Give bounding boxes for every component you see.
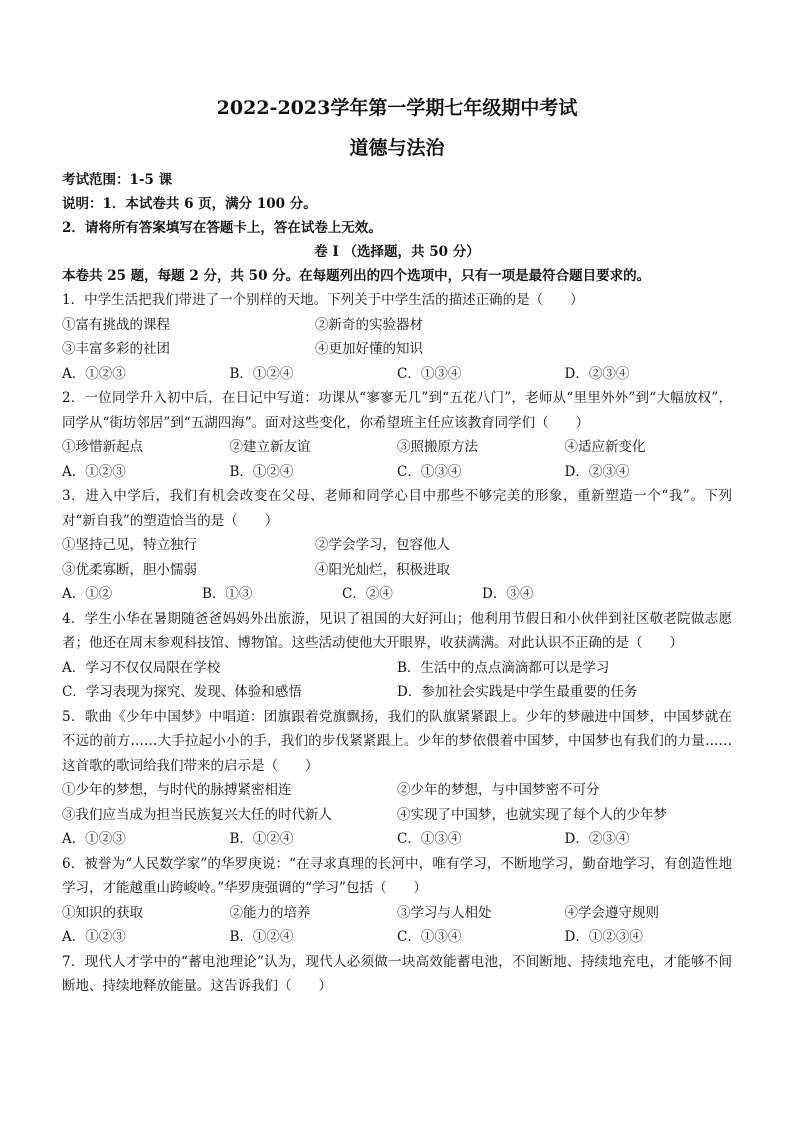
- item: ①富有挑战的课程: [62, 316, 170, 333]
- question-stem: 7．现代人才学中的“蓄电池理论”认为，现代人必须做一块高效能蓄电池，不间断地、持续地充电，才能够不间断地、持续地释放能量。这告诉我们（ ）: [62, 953, 732, 994]
- option-b[interactable]: B．①②④: [229, 929, 294, 945]
- option-c[interactable]: C．①③④: [397, 929, 462, 945]
- option-row: [62, 925, 732, 950]
- option-row: [62, 362, 732, 387]
- option-a[interactable]: A．①②③: [62, 929, 126, 945]
- option-d[interactable]: D．②③④: [564, 365, 630, 382]
- question-stem: 6．被誉为“人民数学家”的华罗庚说：“在寻求真理的长河中，唯有学习，不断地学习，勤奋地学习，有创造性地学习，才能越重山跨峻岭。”华罗庚强调的“学习”包括（ ）: [62, 855, 732, 896]
- option-a[interactable]: A．①②③: [62, 463, 126, 480]
- question-7: [62, 950, 732, 999]
- item: ②新奇的实验器材: [315, 316, 423, 333]
- question-stem: 1．中学生活把我们带进了一个别样的天地。下列关于中学生活的描述正确的是（ ）: [62, 292, 584, 308]
- question-5: [62, 705, 732, 852]
- option-c[interactable]: C．学习表现为探究、发现、体验和感悟: [62, 684, 302, 700]
- option-row: [62, 680, 732, 705]
- question-stem: 4．学生小华在暑期随爸爸妈妈外出旅游，见识了祖国的大好河山；他利用节假日和小伙伴到社区敬老院做志愿者；他还在周末参观科技馆、博物馆。这些活动使他大开眼界，收获满满。对此认识不正确的是（ ）: [62, 610, 732, 651]
- section-instructions: 本卷共 25 题，每题 2 分，共 50 分。在每题列出的四个选项中，只有一项是最符合题目要求的。: [62, 268, 651, 284]
- item: ③我们应当成为担当民族复兴大任的时代新人: [62, 806, 332, 823]
- item: ④阳光灿烂，积极进取: [315, 561, 450, 578]
- option-b[interactable]: B．①③: [202, 586, 253, 602]
- item: ②能力的培养: [229, 904, 311, 921]
- option-b[interactable]: B．①②④: [229, 831, 294, 847]
- exam-scope: 考试范围：1-5 课: [62, 172, 173, 188]
- option-row: [62, 460, 732, 485]
- subject-title: 道德与法治: [349, 137, 445, 159]
- item: ②建立新友谊: [229, 439, 311, 455]
- item: ①知识的获取: [62, 904, 143, 921]
- item-row: [62, 337, 732, 362]
- option-c[interactable]: C．①③④: [397, 831, 462, 847]
- item-row: [62, 901, 732, 926]
- option-a[interactable]: A．①②③: [62, 831, 126, 847]
- item: ①珍惜新起点: [62, 439, 143, 455]
- option-c[interactable]: C．①③④: [397, 463, 462, 480]
- item: ①少年的梦想，与时代的脉搏紧密相连: [62, 782, 292, 798]
- item: ④实现了中国梦，也就实现了每个人的少年梦: [397, 806, 667, 823]
- question-stem: 2．一位同学升入初中后，在日记中写道：功课从“寥寥无几”到“五花八门”，老师从“里里外外”到“大幅放权”，同学从“街坊邻居”到“五湖四海”。面对这些变化，你希望班主任应该教育同学们（ ）: [62, 390, 732, 431]
- option-c[interactable]: C．①③④: [397, 365, 462, 382]
- item-row: [62, 558, 732, 583]
- option-c[interactable]: C．②④: [342, 586, 393, 602]
- item-row: [62, 778, 732, 803]
- exam-note-2: 2．请将所有答案填写在答题卡上，答在试卷上无效。: [62, 220, 382, 236]
- option-d[interactable]: D．②③④: [564, 831, 630, 847]
- option-b[interactable]: B．①②④: [229, 365, 294, 382]
- question-4: [62, 607, 732, 705]
- item-row: [62, 313, 732, 338]
- item: ③优柔寡断，胆小懦弱: [62, 561, 197, 578]
- exam-page: [62, 96, 732, 999]
- option-row: [62, 582, 732, 607]
- option-row: [62, 827, 732, 852]
- item: ②少年的梦想，与中国梦密不可分: [397, 782, 600, 798]
- option-d[interactable]: D．①②③④: [564, 929, 643, 945]
- option-d[interactable]: D．参加社会实践是中学生最重要的任务: [397, 684, 638, 700]
- item: ④学会遵守规则: [564, 904, 659, 921]
- option-a[interactable]: A．①②: [62, 586, 113, 602]
- item-row: [62, 533, 732, 558]
- option-b[interactable]: B．①②④: [229, 463, 294, 480]
- question-3: [62, 484, 732, 607]
- option-d[interactable]: D．③④: [482, 586, 534, 602]
- item: ④适应新变化: [564, 439, 646, 455]
- item: ③照搬原方法: [397, 439, 478, 455]
- item: ③学习与人相处: [397, 904, 492, 921]
- section-title: 卷 I （选择题，共 50 分）: [314, 244, 480, 260]
- option-row: [62, 656, 732, 681]
- item-row: [62, 435, 732, 460]
- question-6: [62, 852, 732, 950]
- item: ①坚持己见，特立独行: [62, 537, 197, 553]
- question-2: [62, 386, 732, 484]
- question-1: [62, 288, 732, 386]
- item-row: [62, 803, 732, 828]
- item: ②学会学习，包容他人: [315, 537, 450, 553]
- option-d[interactable]: D．②③④: [564, 463, 630, 480]
- option-a[interactable]: A．学习不仅仅局限在学校: [62, 659, 221, 676]
- question-stem: 5．歌曲《少年中国梦》中唱道：团旗跟着党旗飘扬，我们的队旗紧紧跟上。少年的梦融进中国梦，中国梦就在不远的前方……大手拉起小小的手，我们的步伐紧紧跟上。少年的梦依偎着中国梦，中国梦也有我们的力量……这首歌的歌词给我们带来的启示是（ ）: [62, 708, 732, 774]
- option-b[interactable]: B．生活中的点点滴滴都可以是学习: [397, 659, 610, 676]
- item: ③丰富多彩的社团: [62, 341, 170, 357]
- exam-note-1: 说明：1．本试卷共 6 页，满分 100 分。: [62, 196, 317, 212]
- exam-title: 2022-2023学年第一学期七年级期中考试: [216, 97, 578, 119]
- item: ④更加好懂的知识: [315, 341, 423, 357]
- option-a[interactable]: A．①②③: [62, 365, 126, 382]
- question-stem: 3．进入中学后，我们有机会改变在父母、老师和同学心目中那些不够完美的形象，重新塑造一个“我”。下列对“新自我”的塑造恰当的是（ ）: [62, 488, 732, 529]
